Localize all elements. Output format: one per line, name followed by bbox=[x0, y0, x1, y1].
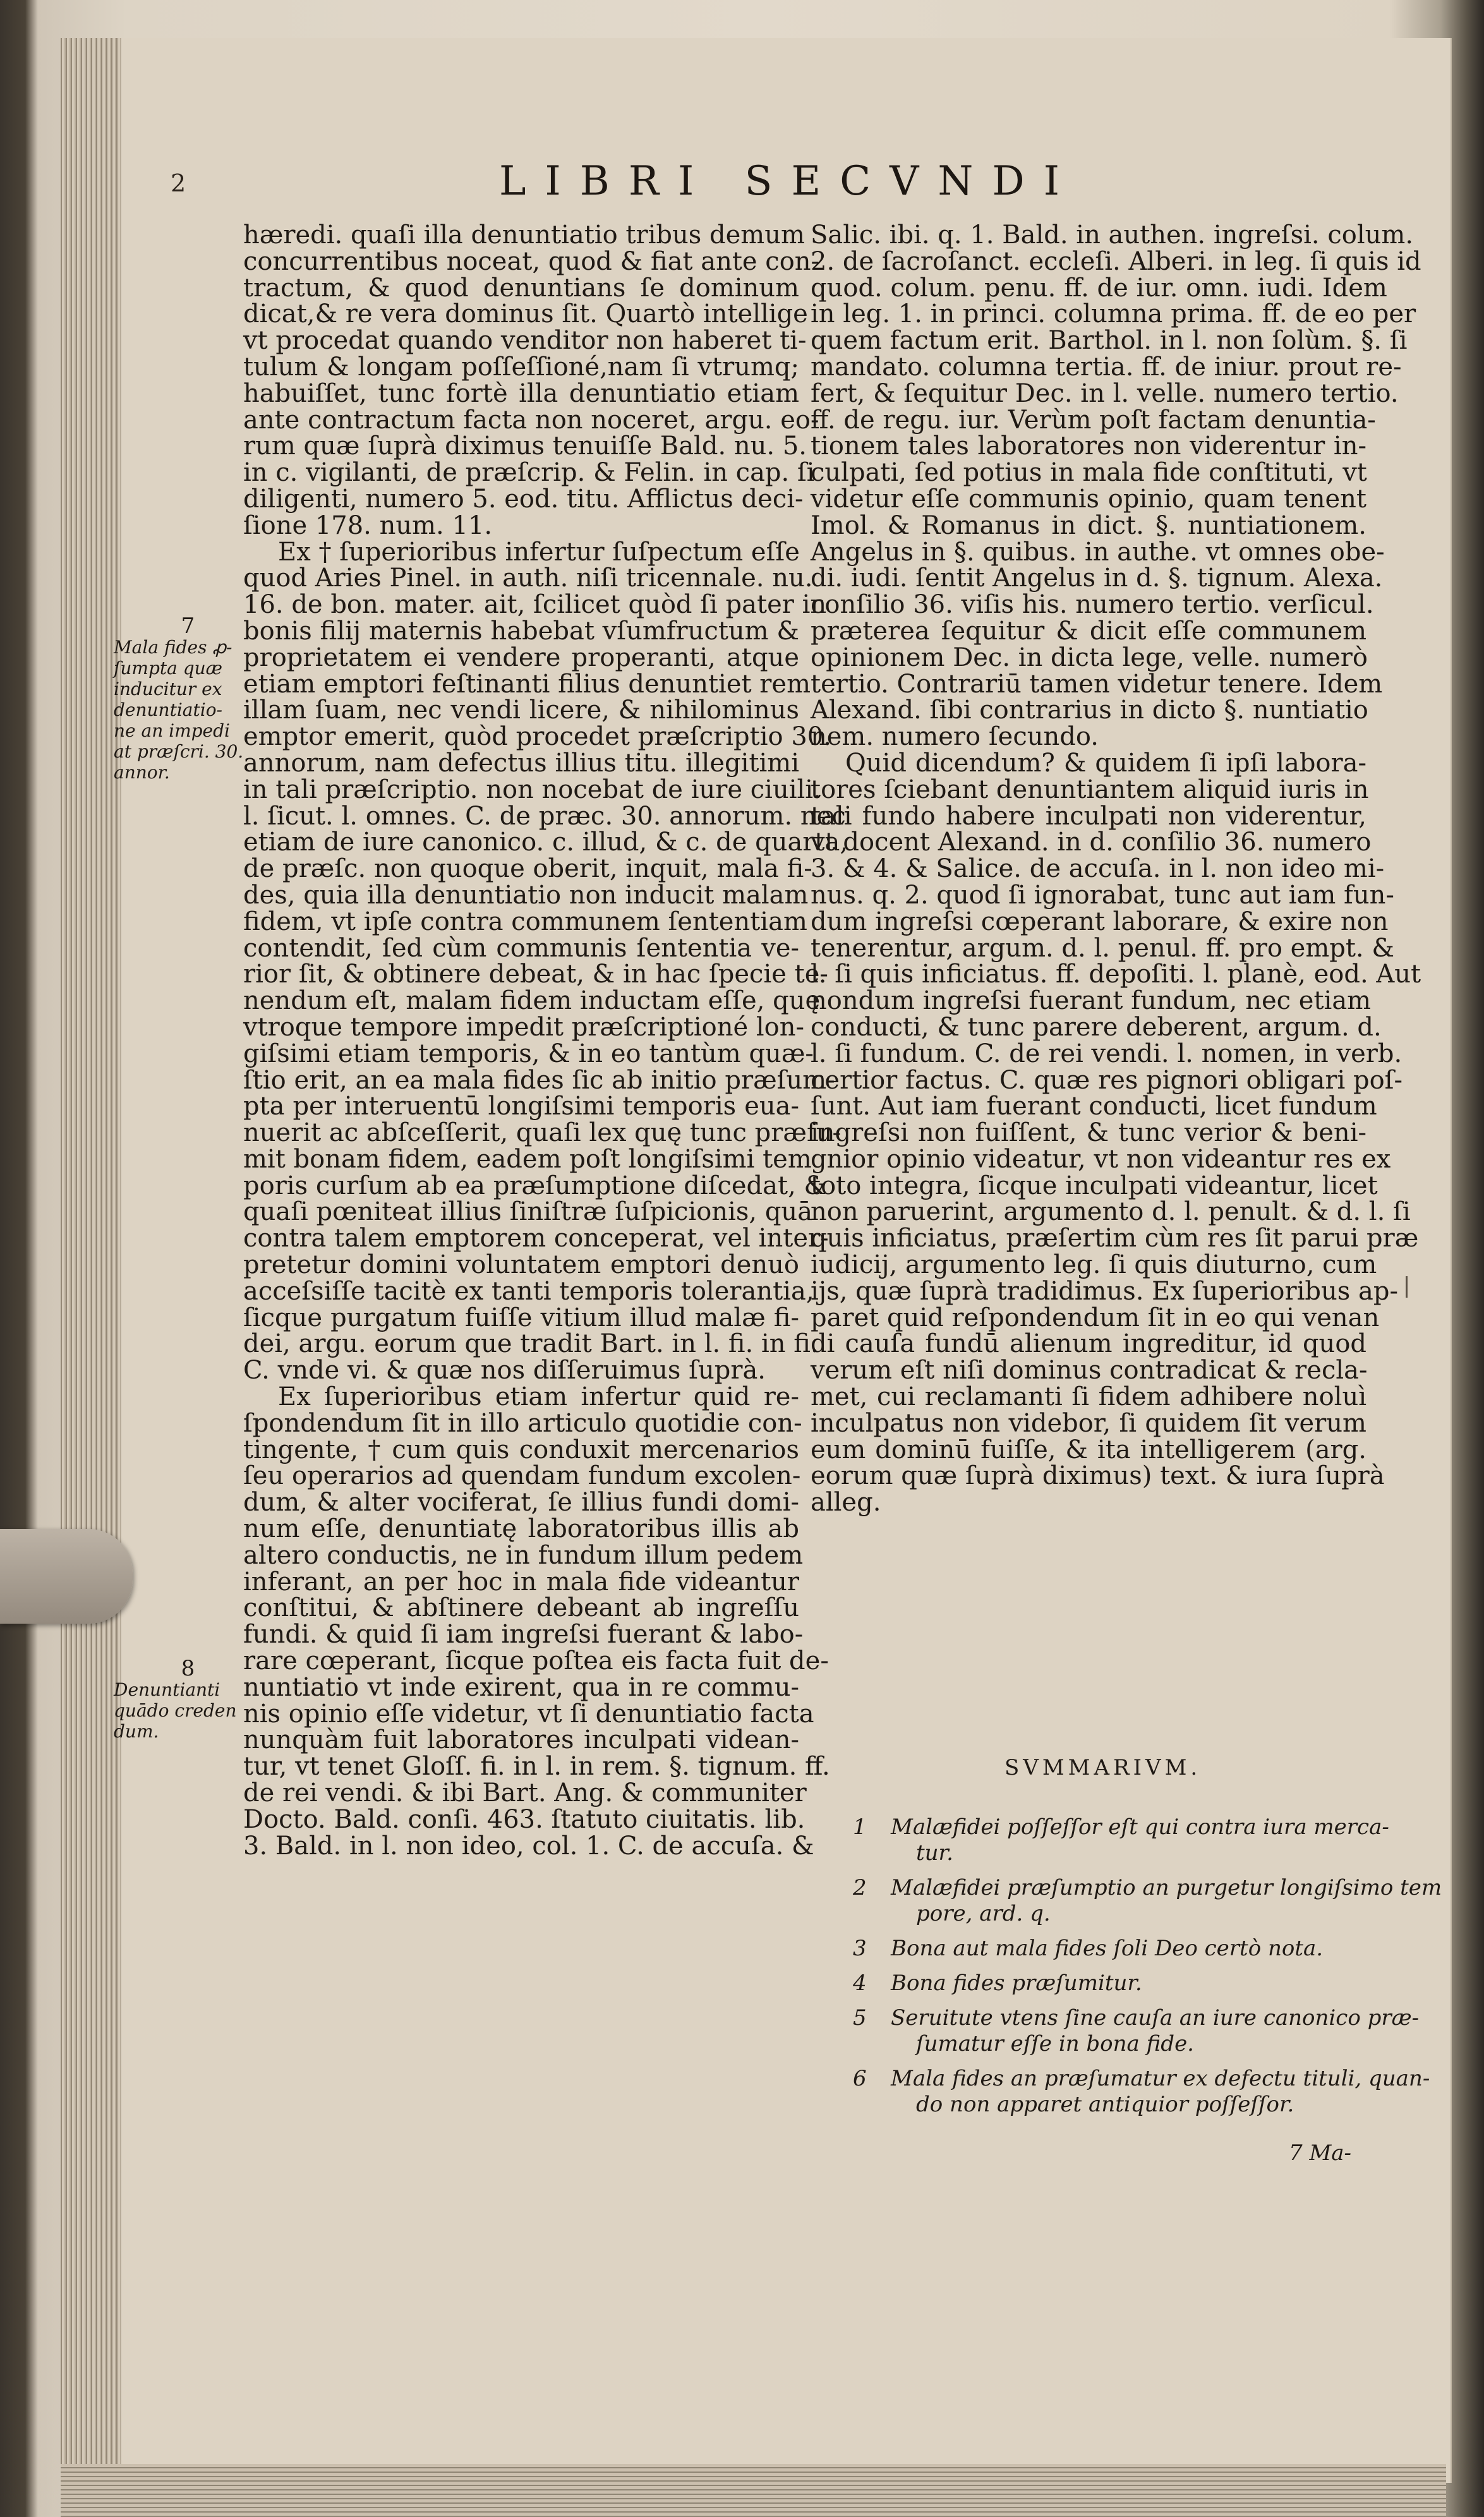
catchword: 7 Ma- bbox=[1289, 2140, 1352, 2166]
text-line: ſicque purgatum fuiſſe vitium illud malæ fi- bbox=[243, 1303, 799, 1332]
text-line: fidem, vt ipſe contra communem ſententiam bbox=[243, 907, 807, 936]
summary-item-number: 4 bbox=[853, 1971, 867, 1996]
text-line: Ex † ſuperioribus infertur ſuſpectum eſſe bbox=[278, 537, 800, 567]
summary-item bbox=[847, 1875, 1442, 1927]
text-line: nis opinio eſſe videtur, vt ſi denuntiatio facta bbox=[243, 1699, 814, 1729]
text-line: iudicij, argumento leg. ſi quis diuturno, cum bbox=[811, 1250, 1377, 1280]
summary-item-line: Seruitute vtens ſine cauſa an iure canonico præ- bbox=[891, 2005, 1420, 2031]
text-line: Imol. & Romanus in dict. §. nuntiationem. bbox=[811, 510, 1366, 540]
summary-item bbox=[847, 2005, 1420, 2057]
summary-item bbox=[847, 2066, 1430, 2118]
summary-item-number: 5 bbox=[853, 2005, 867, 2031]
text-line: nendum eſt, malam fidem inductam eſſe, quę bbox=[243, 986, 821, 1016]
text-line: mandato. columna tertia. ff. de iniur. prout re- bbox=[811, 352, 1402, 382]
summary-item-line: Malæfidei præſumptio an purgetur longiſsimo tem bbox=[891, 1875, 1442, 1900]
text-line: quis inficiatus, præſertim cùm res ſit parui præ bbox=[811, 1224, 1419, 1253]
summary-item-line: pore, ard. q. bbox=[916, 1901, 1051, 1926]
text-line: tertio. Contrariū tamen videtur tenere. Idem bbox=[811, 669, 1383, 699]
text-line: ſeu operarios ad quendam fundum excolen- bbox=[243, 1461, 801, 1491]
margin-mark bbox=[1406, 1276, 1408, 1298]
text-line: fundi. & quid ſi iam ingreſsi fuerant & labo- bbox=[243, 1620, 804, 1650]
text-line: des, quia illa denuntiatio non inducit malam bbox=[243, 880, 809, 910]
summary-item-line: Bona aut mala fides ſoli Deo certò nota. bbox=[891, 1936, 1324, 1961]
text-line: 2. de ſacroſanct. eccleſi. Alberi. in leg. ſi quis id bbox=[811, 246, 1421, 276]
text-line: l. ſi quis inficiatus. ff. depoſiti. l. planè, eod. Aut bbox=[811, 960, 1421, 989]
text-line: ante contractum facta non noceret, argu. eo- bbox=[243, 405, 819, 435]
text-line: altero conductis, ne in fundum illum pedem bbox=[243, 1540, 804, 1570]
text-line: l. ſi fundum. C. de rei vendi. l. nomen, in verb. bbox=[811, 1039, 1403, 1068]
text-line: inculpatus non videbor, ſi quidem ſit verum bbox=[811, 1408, 1366, 1438]
margin-note-line: annor. bbox=[114, 762, 170, 783]
text-line: nem. numero ſecundo. bbox=[811, 722, 1099, 752]
text-line: videtur eſſe communis opinio, quam tenent bbox=[811, 484, 1366, 514]
text-line: certior factus. C. quæ res pignori obligari poſ- bbox=[811, 1065, 1403, 1095]
margin-note-line: Mala fides ꝓ- bbox=[114, 637, 232, 658]
text-line: l. ſicut. l. omnes. C. de præc. 30. annorum. nec bbox=[243, 801, 846, 831]
margin-note-line: inducitur ex bbox=[114, 679, 222, 699]
book-clip bbox=[0, 1529, 133, 1624]
text-line: vt procedat quando venditor non haberet ti- bbox=[243, 326, 807, 356]
text-line: mit bonam fidem, eadem poſt longiſsimi tem bbox=[243, 1144, 812, 1174]
text-line: ijs, quæ ſuprà tradidimus. Ex ſuperioribus ap- bbox=[811, 1276, 1398, 1306]
margin-note-number: 8 bbox=[181, 1656, 195, 1681]
summary-list bbox=[847, 1814, 1442, 2127]
text-line: nunquàm fuit laboratores inculpati videan- bbox=[243, 1725, 799, 1755]
text-line: proprietatem ei vendere properanti, atque bbox=[243, 643, 799, 672]
margin-note-line: Denuntianti bbox=[114, 1679, 220, 1700]
text-line: Angelus in §. quibus. in authe. vt omnes obe- bbox=[811, 537, 1385, 567]
text-line: etiam de iure canonico. c. illud, & c. de quarta, bbox=[243, 828, 848, 857]
text-line: di. iudi. ſentit Angelus in d. §. tignum. Alexa. bbox=[811, 564, 1383, 593]
text-line: rare cœperant, ſicque poſtea eis facta fuit de- bbox=[243, 1646, 829, 1676]
margin-note-line: ſumpta quæ bbox=[114, 658, 222, 679]
text-line: rior ſit, & obtinere debeat, & in hac ſpecie te- bbox=[243, 960, 828, 989]
summary-item-line: Malæfidei poſſeſſor eſt qui contra iura merca- bbox=[891, 1814, 1389, 1840]
text-line: pta per interuentū longiſsimi temporis eua- bbox=[243, 1092, 799, 1121]
margin-note bbox=[114, 613, 244, 783]
text-line: tingente, † cum quis conduxit mercenarios bbox=[243, 1435, 799, 1464]
text-line: dei, argu. eorum que tradit Bart. in l. fi. in fi. bbox=[243, 1329, 819, 1359]
text-line: nuntiatio vt inde exirent, qua in re commu- bbox=[243, 1672, 799, 1702]
summary-item-line: do non apparet antiquior poſſeſſor. bbox=[916, 2092, 1294, 2117]
text-line: num eſſe, denuntiatę laboratoribus illis ab bbox=[243, 1514, 799, 1544]
text-line: etiam emptori feſtinanti filius denuntiet rem bbox=[243, 669, 811, 699]
text-line: vtroque tempore impedit præſcriptioné lon- bbox=[243, 1012, 804, 1042]
text-line: in c. vigilanti, de præſcrip. & Felin. in cap. ſi bbox=[243, 458, 815, 488]
text-line: Salic. ibi. q. 1. Bald. in authen. ingreſsi. colum. bbox=[811, 220, 1414, 250]
text-line: Alexand. ſibi contrarius in dicto §. nuntiatio bbox=[811, 696, 1368, 725]
text-line: giſsimi etiam temporis, & in eo tantùm quæ- bbox=[243, 1039, 814, 1068]
summarium-title: SVMMARIVM. bbox=[1004, 1755, 1202, 1780]
text-line: conſilio 36. viſis his. numero tertio. verſicul. bbox=[811, 590, 1374, 620]
text-line: quaſi pœniteat illius ſiniſtræ ſuſpicionis, quā bbox=[243, 1197, 813, 1227]
summary-item-number: 2 bbox=[853, 1875, 867, 1900]
text-line: Docto. Bald. conſi. 463. ſtatuto ciuitatis. lib. bbox=[243, 1804, 805, 1834]
text-line: contendit, ſed cùm communis ſententia ve- bbox=[243, 933, 799, 963]
text-line: conſtitui, & abſtinere debeant ab ingreſſu bbox=[243, 1593, 799, 1623]
summary-item-line: ſumatur eſſe in bona fide. bbox=[916, 2031, 1194, 2056]
text-line: verum eſt niſi dominus contradicat & recla- bbox=[811, 1356, 1368, 1385]
summary-item-line: tur. bbox=[916, 1840, 953, 1866]
summary-item-line: Bona fides præſumitur. bbox=[891, 1971, 1142, 1996]
text-line: nondum ingreſsi fuerant fundum, nec etiam bbox=[811, 986, 1372, 1016]
text-line: fert, & ſequitur Dec. in l. velle. numero tertio. bbox=[811, 378, 1399, 408]
summary-item-line: Mala fides an præſumatur ex defectu tituli, quan- bbox=[891, 2066, 1430, 2091]
page-number: 2 bbox=[171, 169, 186, 197]
text-line: eum dominū fuiſſe, & ita intelligerem (arg. bbox=[811, 1435, 1366, 1464]
text-line: culpati, ſed potius in mala fide conſtituti, vt bbox=[811, 458, 1367, 488]
text-line: quem factum erit. Barthol. in l. non ſolùm. §. ſi bbox=[811, 326, 1408, 356]
text-line: dum ingreſsi cœperant laborare, & exire non bbox=[811, 907, 1389, 936]
summary-item-number: 6 bbox=[853, 2066, 867, 2091]
text-line: toto integra, ſicque inculpati videantur, licet bbox=[811, 1171, 1378, 1200]
text-line: tali fundo habere inculpati non viderentur, bbox=[811, 801, 1366, 831]
margin-note bbox=[114, 1658, 243, 1742]
text-line: nuerit ac abſceſſerit, quaſi lex quę tunc præſu- bbox=[243, 1118, 842, 1148]
text-line: inferant, an per hoc in mala fide videantur bbox=[243, 1567, 799, 1597]
text-line: emptor emerit, quòd procedet præſcriptio 30. bbox=[243, 722, 831, 752]
margin-note-line: denuntiatio- bbox=[114, 699, 223, 720]
text-line: tur, vt tenet Gloſſ. fi. in l. in rem. §. tignum. ff. bbox=[243, 1752, 830, 1782]
page-edges bbox=[61, 2464, 1446, 2517]
text-line: non paruerint, argumento d. l. penult. & d. l. ſi bbox=[811, 1197, 1411, 1227]
text-line: tionem tales laboratores non viderentur in- bbox=[811, 432, 1366, 461]
page-gutter bbox=[61, 38, 121, 2483]
text-line: ſione 178. num. 11. bbox=[243, 510, 493, 540]
text-line: contra talem emptorem conceperat, vel inter- bbox=[243, 1224, 829, 1253]
text-line: dum, & alter vociferat, ſe illius fundi domi- bbox=[243, 1488, 799, 1518]
text-line: diligenti, numero 5. eod. titu. Afflictus deci- bbox=[243, 484, 804, 514]
text-line: quod Aries Pinel. in auth. niſi tricennale. nu. bbox=[243, 564, 813, 593]
text-line: conducti, & tunc parere deberent, argum. d. bbox=[811, 1012, 1382, 1042]
text-line: eorum quæ ſuprà diximus) text. & iura ſuprà bbox=[811, 1461, 1385, 1491]
text-line: annorum, nam defectus illius titu. illegitimi bbox=[243, 748, 799, 778]
text-line: dicat,& re vera dominus ſit. Quartò intellige bbox=[243, 299, 808, 329]
text-line: pretetur domini voluntatem emptori denuò bbox=[243, 1250, 799, 1280]
text-line: illam ſuam, nec vendi licere, & nihilominus bbox=[243, 696, 799, 725]
margin-note-line: dum. bbox=[114, 1721, 159, 1742]
margin-note-line: at præſcri. 30. bbox=[114, 741, 244, 762]
text-line: 3. Bald. in l. non ideo, col. 1. C. de accuſa. & bbox=[243, 1831, 814, 1861]
running-head: LIBRI SECVNDI bbox=[499, 158, 1078, 205]
text-line: vt docent Alexand. in d. conſilio 36. numero bbox=[811, 828, 1372, 857]
text-line: rum quæ ſuprà diximus tenuiſſe Bald. nu. 5. bbox=[243, 432, 807, 461]
text-line: met, cui reclamanti ſi fidem adhibere noluì bbox=[811, 1382, 1366, 1412]
text-line: tulum & longam poſſeſſioné,nam ſi vtrumq; bbox=[243, 352, 799, 382]
text-line: ff. de regu. iur. Verùm poſt factam denuntia- bbox=[811, 405, 1376, 435]
text-line: C. vnde vi. & quæ nos diſſeruimus ſuprà. bbox=[243, 1356, 766, 1385]
text-line: gnior opinio videatur, vt non videantur res ex bbox=[811, 1144, 1391, 1174]
text-line: habuiſſet, tunc fortè illa denuntiatio etiam bbox=[243, 378, 799, 408]
text-line: in tali præſcriptio. non nocebat de iure ciuili. bbox=[243, 775, 821, 804]
summary-item-number: 3 bbox=[853, 1936, 867, 1961]
text-line: ſunt. Aut iam fuerant conducti, licet fundum bbox=[811, 1092, 1377, 1121]
text-line: tores ſciebant denuntiantem aliquid iuris in bbox=[811, 775, 1369, 804]
text-line: de præſc. non quoque oberit, inquit, mala fi- bbox=[243, 854, 812, 884]
text-line: 16. de bon. mater. ait, ſcilicet quòd ſi pater in bbox=[243, 590, 827, 620]
text-line: di cauſa fundū alienum ingreditur, id quod bbox=[811, 1329, 1366, 1359]
text-line: ſpondendum ſit in illo articulo quotidie con- bbox=[243, 1408, 802, 1438]
text-line: acceſsiſſe tacitè ex tanti temporis tolerantia, bbox=[243, 1276, 814, 1306]
margin-note-number: 7 bbox=[181, 613, 195, 639]
text-line: hæredi. quaſi illa denuntiatio tribus demum bbox=[243, 220, 805, 250]
text-line: 3. & 4. & Salice. de accuſa. in l. non ideo mi- bbox=[811, 854, 1385, 884]
text-line: præterea ſequitur & dicit eſſe communem bbox=[811, 616, 1366, 646]
margin-note-line: quādo creden bbox=[114, 1700, 237, 1721]
text-line: de rei vendi. & ibi Bart. Ang. & communiter bbox=[243, 1778, 807, 1808]
summary-item bbox=[847, 1814, 1390, 1866]
text-line: poris curſum ab ea præſumptione diſcedat, & bbox=[243, 1171, 827, 1200]
text-line: nus. q. 2. quod ſi ignorabat, tunc aut iam fun- bbox=[811, 880, 1394, 910]
text-line: opinionem Dec. in dicta lege, velle. numerò bbox=[811, 643, 1368, 672]
text-line: in leg. 1. in princi. columna prima. ff. de eo per bbox=[811, 299, 1416, 329]
summary-item bbox=[847, 1971, 1390, 1996]
text-line: Quid dicendum? & quidem ſi ipſi labora- bbox=[845, 748, 1366, 778]
summary-item bbox=[847, 1936, 1390, 1962]
text-line: concurrentibus noceat, quod & fiat ante con- bbox=[243, 246, 820, 276]
text-line: alleg. bbox=[811, 1488, 881, 1518]
right-text-column bbox=[811, 220, 1421, 1518]
text-line: tractum, & quod denuntians ſe dominum bbox=[243, 273, 799, 303]
text-line: tenerentur, argum. d. l. penul. ff. pro empt. & bbox=[811, 933, 1394, 963]
text-line: ſtio erit, an ea mala fides ſic ab initio præſum- bbox=[243, 1065, 835, 1095]
text-line: quod. colum. penu. ff. de iur. omn. iudi. Idem bbox=[811, 273, 1387, 303]
text-line: ingreſsi non fuiſſent, & tunc verior & beni- bbox=[811, 1118, 1366, 1148]
text-line: paret quid reſpondendum ſit in eo qui venan bbox=[811, 1303, 1380, 1332]
margin-note-line: ne an impedi bbox=[114, 720, 231, 741]
text-line: Ex ſuperioribus etiam infertur quid re- bbox=[278, 1382, 799, 1412]
summary-item-number: 1 bbox=[853, 1814, 867, 1840]
text-line: bonis filij maternis habebat vſumfructum & bbox=[243, 616, 799, 646]
